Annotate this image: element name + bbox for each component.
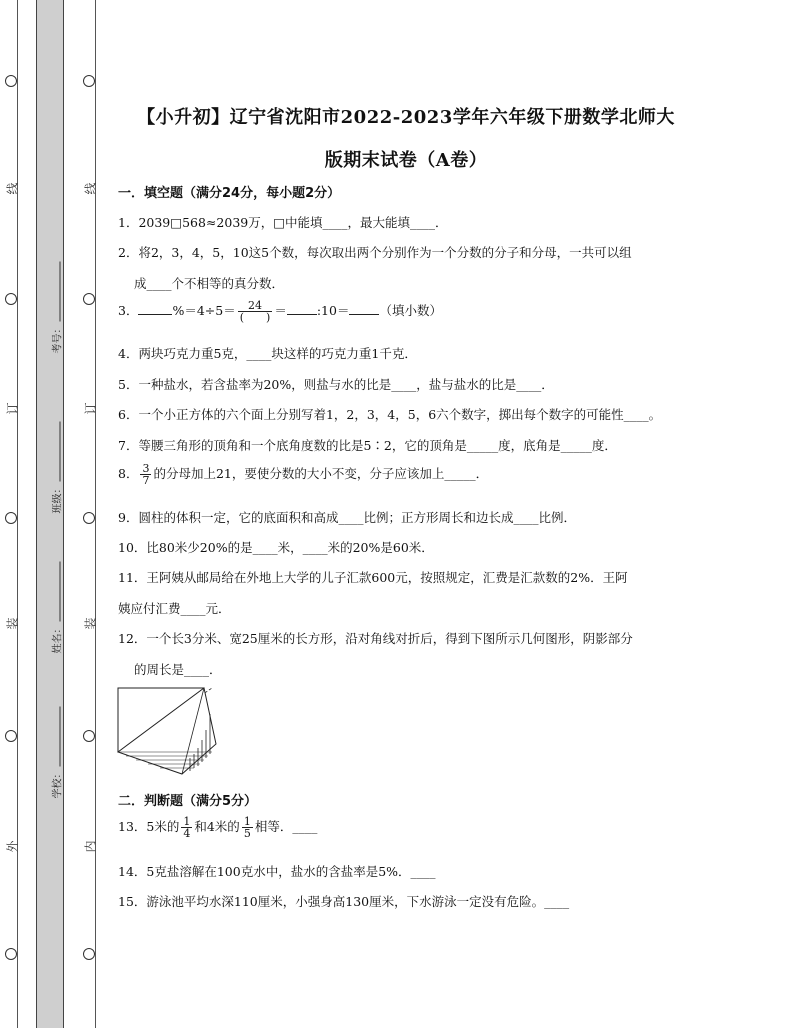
exam-title-line2: 版期末试卷（A卷） — [324, 150, 488, 171]
binding-hole — [5, 512, 17, 524]
question-12-line1: 12．一个长3分米、宽25厘米的长方形，沿对角线对折后，得到下图所示几何图形，阴影部分 — [118, 631, 633, 646]
binding-hole — [83, 730, 95, 742]
question-3: 3． %＝4÷5＝ $\frac{24}{( )}$ ＝ :10＝ （填小数） — [118, 299, 442, 324]
outer-mark-wai: 外 — [5, 840, 20, 853]
school-field[interactable]: 学校： — [49, 707, 64, 799]
outer-mark-xian: 线 — [5, 182, 20, 195]
question-14: 14．5克盐溶解在100克水中，盐水的含盐率是5%．____ — [118, 864, 436, 879]
binding-hole — [5, 75, 17, 87]
q3-fraction: $\frac{24}{( )}$ — [239, 299, 271, 324]
binding-hole — [83, 948, 95, 960]
inner-mark-nei: 内 — [83, 840, 98, 853]
question-9: 9．圆柱的体积一定，它的底面积和高成____比例；正方形周长和边长成____比例． — [118, 510, 576, 525]
question-13: 13．5米的 $\frac{1}{4}$ 和4米的 $\frac{1}{5}$ 相等．____ — [118, 815, 318, 840]
name-field[interactable]: 姓名： — [49, 562, 64, 654]
binding-hole — [5, 948, 17, 960]
question-8: 8． $\frac{3}{7}$ 的分母加上21，要使分数的大小不变，分子应该加上_____． — [118, 462, 489, 487]
question-2-line2: 成____个不相等的真分数． — [134, 276, 285, 291]
section-fill-blank-heading: 一．填空题（满分24分，每小题2分） — [118, 186, 341, 201]
question-12-line2: 的周长是____． — [134, 662, 222, 677]
outer-mark-zhuang: 装 — [5, 617, 20, 630]
inner-margin-line — [95, 0, 96, 1028]
class-field[interactable]: 班级： — [49, 422, 64, 514]
question-11-line2: 姨应付汇费____元． — [118, 601, 231, 616]
binding-hole — [5, 293, 17, 305]
question-4: 4．两块巧克力重5克，____块这样的巧克力重1千克． — [118, 346, 417, 361]
question-10: 10．比80米少20%的是____米，____米的20%是60米． — [118, 540, 434, 555]
exam-title-line1: 【小升初】辽宁省沈阳市2022-2023学年六年级下册数学北师大 — [137, 107, 675, 128]
q8-fraction: $\frac{3}{7}$ — [142, 462, 150, 487]
outer-mark-ding: 订 — [5, 402, 20, 415]
section-true-false-heading: 二．判断题（满分5分） — [118, 794, 258, 809]
question-7: 7．等腰三角形的顶角和一个底角度数的比是5∶2，它的顶角是_____度，底角是_____度． — [118, 438, 617, 453]
question-6: 6．一个小正方体的六个面上分别写着1，2，3，4，5，6六个数字，掷出每个数字的可能性____。 — [118, 407, 662, 422]
question-15: 15．游泳池平均水深110厘米，小强身高130厘米，下水游泳一定没有危险。____ — [118, 894, 570, 909]
inner-mark-zhuang: 装 — [83, 617, 98, 630]
binding-strip — [36, 0, 64, 1028]
question-2-line1: 2．将2，3，4，5，10这5个数，每次取出两个分别作为一个分数的分子和分母，一共可以组 — [118, 245, 632, 260]
question-1: 1．2039□568≈2039万，□中能填____，最大能填____． — [118, 215, 448, 230]
q13-fraction-2: $\frac{1}{5}$ — [243, 815, 251, 840]
exam-number-field[interactable]: 考号： — [49, 262, 64, 354]
question-11-line1: 11．王阿姨从邮局给在外地上大学的儿子汇款600元，按照规定，汇费是汇款数的2%．王阿 — [118, 570, 628, 585]
binding-hole — [83, 512, 95, 524]
inner-mark-ding: 订 — [83, 402, 98, 415]
outer-margin-line — [17, 0, 18, 1028]
inner-mark-xian: 线 — [83, 182, 98, 195]
folded-rectangle-figure — [116, 684, 220, 778]
q13-fraction-1: $\frac{1}{4}$ — [183, 815, 191, 840]
binding-hole — [83, 293, 95, 305]
binding-hole — [83, 75, 95, 87]
binding-hole — [5, 730, 17, 742]
question-5: 5．一种盐水，若含盐率为20%，则盐与水的比是____，盐与盐水的比是____． — [118, 377, 554, 392]
